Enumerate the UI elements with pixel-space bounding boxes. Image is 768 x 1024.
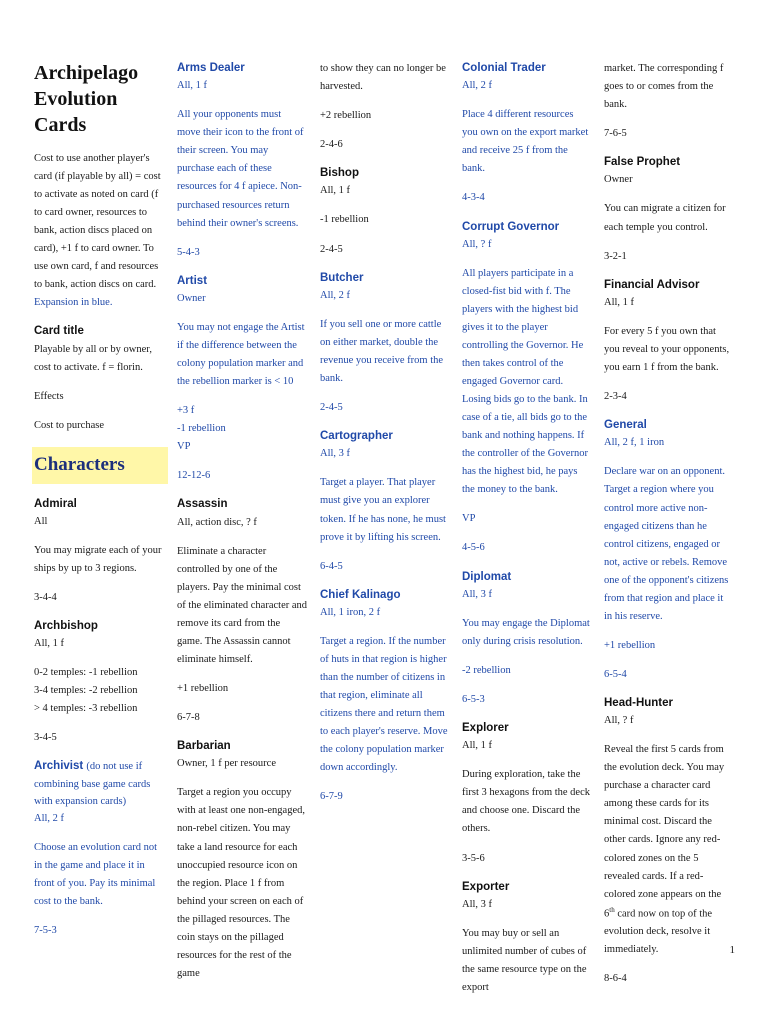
card-title-archbishop: Archbishop: [34, 619, 98, 632]
card-effect: Target a region. If the number of huts in that region is higher than the number of citizens in that region, eliminate all citizens there and return them to each player's reserve. Move the colony population marker down accordingly.: [320, 635, 448, 774]
card-cost: 3-4-4: [34, 591, 57, 603]
card-title-corrupt-governor: Corrupt Governor: [462, 220, 560, 233]
card-cost: 8-6-4: [604, 973, 627, 985]
card-playable: All, ? f: [604, 715, 634, 727]
card-cost: 7-5-3: [34, 925, 57, 937]
card-title-chief-kalinago: Chief Kalinago: [320, 588, 401, 601]
card-cost: 4-3-4: [462, 192, 485, 204]
card-cost: 7-6-5: [604, 128, 627, 140]
card-cost: 6-7-8: [177, 712, 200, 724]
card-effect: All players participate in a closed-fist bid with f. The players with the highest bid gives it to the player controlling the Governor. He then takes control of the engaged Governor card. Losing bids go to the bank. In case of a tie, all bids go to the bank and nothing happens. If the controller of the Governor has the highest bid, he pays the money to the bank.: [462, 267, 588, 496]
card-playable: Owner, 1 f per resource: [177, 758, 276, 770]
card-extra: +2 rebellion: [320, 110, 372, 122]
card-playable: All, 3 f: [320, 448, 351, 460]
card-effect: During exploration, take the first 3 hexagons from the deck and choose one. Discard the others.: [462, 769, 591, 835]
card-effect: Declare war on an opponent. Target a region where you control more active non-engaged citizens than he control citizens, engaged or not, active or rebels. Remove one of the opponent's citizens from that region and place it in his reserve.: [604, 466, 729, 622]
intro-paragraph: Cost to use another player's card (if playable by all) = cost to activate as noted on card (f to card owner, resources to bank, action discs placed on card), +1 f to card owner. To use own card, f and resources to bank, action discs on card. Expansion in blue.: [34, 153, 161, 309]
card-extra: VP: [462, 513, 476, 525]
card-effect-continued: to show they can no longer be harvested.: [320, 63, 446, 93]
column-1: [34, 60, 164, 951]
card-playable: All, 1 f: [462, 740, 493, 752]
card-title-assassin: Assassin: [177, 498, 228, 511]
card-cost: 4-5-6: [462, 542, 485, 554]
card-title-colonial-trader: Colonial Trader: [462, 62, 546, 74]
card-title-diplomat: Diplomat: [462, 570, 512, 583]
card-extra: +1 rebellion: [604, 639, 656, 651]
card-playable: All, 1 f: [320, 185, 351, 197]
card-playable: All, 1 f: [604, 296, 635, 308]
card-playable: All: [34, 515, 48, 527]
card-extra: -2 rebellion: [462, 664, 511, 676]
card-effect: All your opponents must move their icon to the front of their screen. You may purchase each of these resources for 4 f apiece. Non-purchased resources return behind their owner's screens.: [177, 109, 304, 229]
column-2: [177, 60, 307, 994]
document-title: Archipelago Evolution Cards: [34, 62, 139, 136]
card-playable: All, 2 f: [34, 813, 65, 825]
card-effect: You may buy or sell an unlimited number of cubes of the same resource type on the export: [462, 927, 587, 993]
card-extra: +1 rebellion: [177, 682, 229, 694]
card-title-archivist: Archivist (do not use if combining base game cards with expansion cards): [34, 760, 151, 807]
card-title-bishop: Bishop: [320, 167, 359, 180]
card-cost: 3-4-5: [34, 732, 57, 744]
column-4: [462, 60, 590, 1008]
card-effect: Place 4 different resources you own on the export market and receive 25 f from the bank.: [462, 109, 589, 175]
section-heading-characters: Characters: [32, 447, 168, 484]
card-playable: All, 3 f: [462, 898, 493, 910]
card-effect: Target a player. That player must give you an explorer token. If he has none, he must prove it by lifting his screen.: [320, 477, 446, 543]
card-playable: All, 1 iron, 2 f: [320, 606, 381, 618]
card-cost: 6-4-5: [320, 560, 343, 572]
card-effect: You can migrate a citizen for each temple you control.: [604, 203, 726, 233]
card-cost: 3-5-6: [462, 852, 485, 864]
card-effect: 0-2 temples: -1 rebellion 3-4 temples: -2 rebellion > 4 temples: -3 rebellion: [34, 667, 138, 715]
card-title-explorer: Explorer: [462, 722, 509, 735]
card-effect: Choose an evolution card not in the game and place it in front of you. Pay its minimal cost to the bank.: [34, 842, 158, 908]
card-title-barbarian: Barbarian: [177, 740, 231, 753]
card-title-exporter: Exporter: [462, 880, 510, 893]
legend-cost: Cost to purchase: [34, 419, 104, 431]
card-title-false-prophet: False Prophet: [604, 156, 681, 169]
card-playable: All, 1 f: [177, 80, 208, 92]
card-cost: 6-5-4: [604, 668, 627, 680]
card-effect: Reveal the first 5 cards from the evolution deck. You may purchase a character card among these cards for its minimal cost. Discard the other cards. Ignore any red-colored zones on the 5 revealed cards. If a red-colored zone appears on the 6th card now on top of the evolution deck, resolve it immediately.: [604, 744, 725, 956]
card-title-admiral: Admiral: [34, 497, 77, 510]
card-title-general: General: [604, 419, 647, 432]
card-playable: All, 2 f, 1 iron: [604, 437, 665, 449]
legend-playable: Playable by all or by owner, cost to activate. f = florin.: [34, 343, 152, 373]
card-cost: 2-3-4: [604, 391, 627, 403]
card-playable: All, action disc, ? f: [177, 516, 257, 528]
card-effect: Eliminate a character controlled by one of the players. Pay the minimal cost of the eliminated character and remove its card from the game. The Assassin cannot eliminate himself.: [177, 545, 308, 665]
card-playable: All, ? f: [462, 238, 492, 250]
card-playable: All, 2 f: [462, 80, 493, 92]
card-title-artist: Artist: [177, 274, 208, 287]
card-title-financial-advisor: Financial Advisor: [604, 278, 700, 291]
card-playable: Owner: [177, 292, 206, 304]
card-effect: You may engage the Diplomat only during crisis resolution.: [462, 617, 590, 647]
card-title-arms-dealer: Arms Dealer: [177, 62, 245, 74]
column-3: [320, 60, 448, 817]
card-playable: All, 1 f: [34, 638, 65, 650]
card-effect-continued: market. The corresponding f goes to or comes from the bank.: [604, 63, 724, 111]
card-cost: 2-4-5: [320, 243, 343, 255]
card-effect-lines: +3 f -1 rebellion VP: [177, 405, 226, 453]
card-effect: Target a region you occupy with at least one non-engaged, non-rebel citizen. You may take a land resource for each unoccupied resource icon on the region. Place 1 f from behind your screen on each of the pillaged resources. The coin stays on the pillaged resources for the rest of the game: [177, 787, 305, 979]
page-number: 1: [729, 944, 735, 956]
card-note: (do not use if combining base game cards with expansion cards): [34, 761, 151, 807]
card-cost: 5-4-3: [177, 246, 200, 258]
legend-effects: Effects: [34, 390, 64, 402]
card-cost: 2-4-6: [320, 139, 343, 151]
card-extra: -1 rebellion: [320, 214, 369, 226]
expansion-note: Expansion in blue.: [34, 297, 113, 309]
card-playable: All, 3 f: [462, 588, 493, 600]
card-title-cartographer: Cartographer: [320, 430, 393, 443]
card-effect: You may not engage the Artist if the difference between the colony population marker and the rebellion marker is < 10: [177, 321, 305, 388]
column-5: [604, 60, 734, 999]
legend-card-title: Card title: [34, 325, 84, 338]
card-cost: 3-2-1: [604, 250, 627, 262]
card-title-butcher: Butcher: [320, 271, 364, 284]
card-effect: For every 5 f you own that you reveal to your opponents, you earn 1 f from the bank.: [604, 325, 730, 374]
card-effect: If you sell one or more cattle on either market, double the revenue you receive from the bank.: [320, 318, 444, 385]
card-cost: 2-4-5: [320, 402, 343, 414]
card-cost: 12-12-6: [177, 470, 211, 482]
card-cost: 6-5-3: [462, 693, 485, 705]
card-playable: All, 2 f: [320, 289, 351, 301]
card-title-head-hunter: Head-Hunter: [604, 696, 674, 709]
card-playable: Owner: [604, 174, 633, 186]
card-effect: You may migrate each of your ships by up to 3 regions.: [34, 544, 162, 574]
card-cost: 6-7-9: [320, 791, 343, 803]
